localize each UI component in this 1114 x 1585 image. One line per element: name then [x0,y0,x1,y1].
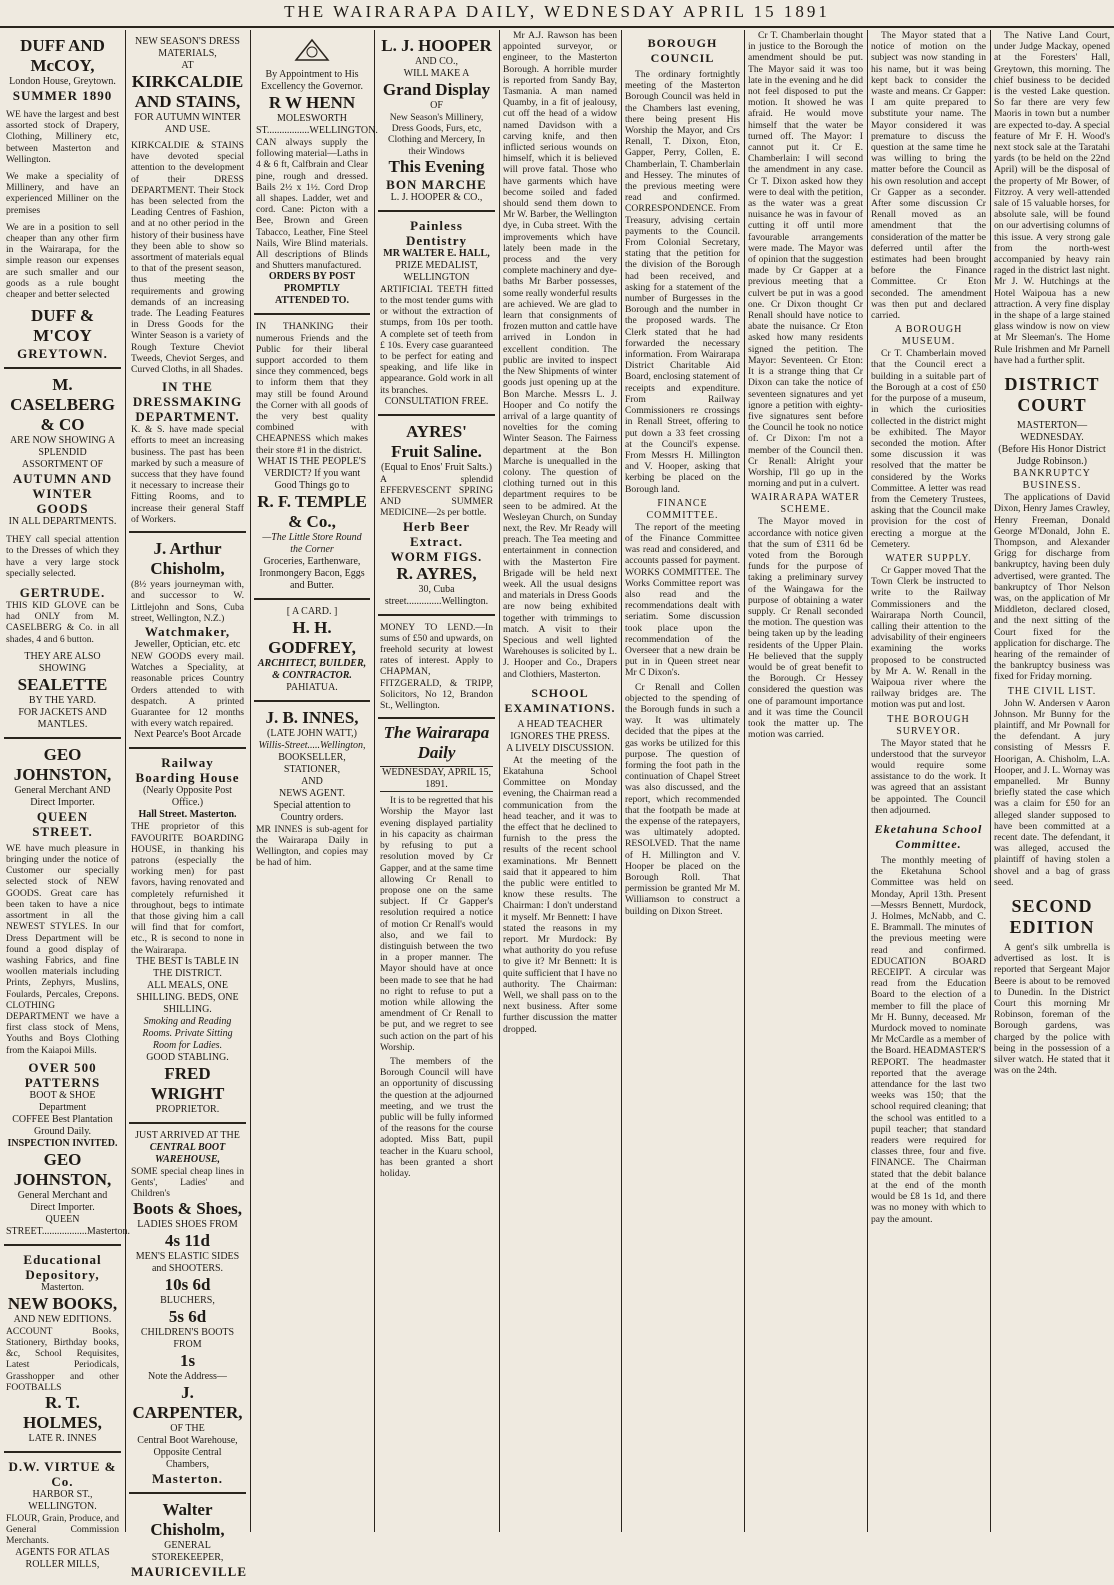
ad-role3: NEWS AGENT. [279,787,345,799]
ad-name: Walter Chisholm, [150,1500,225,1540]
price-label: MEN'S ELASTIC SIDES and SHOOTERS. [135,1251,240,1275]
column-9 [990,30,1114,1532]
ad-town: Masterton. [151,1471,223,1487]
ad-worm: WORM FIGS. [390,548,483,564]
ad-text: ARTIFICIAL TEETH fitted to the most tender gums with or without the extraction of stumps, from 10s per tooth. A complete set of teeth from £ 10s. Every case guaranteed to be perfect for eating and speaking, and life like in appearance. Gold work in all its branches. [380,283,493,396]
editorial-text: The members of the Borough Council will have an opportunity of discussing the question at the adjourned meeting, and we trust the public will be fully informed of the reasons for the course adopted. Miss Batt, pupil teacher in the Kuaru school, has been granted a short holiday. [380,1055,493,1179]
ad-evening: This Evening [388,156,485,176]
ad-sub: FOR AUTUMN WINTER AND USE. [134,112,241,135]
ad-title: AYRES' [406,421,467,441]
ad-gertrude: GERTRUDE. [19,585,106,601]
ad-sub: CENTRAL BOOT WAREHOUSE, [149,1141,226,1165]
section-heading: Eketahuna School Committee. [874,822,983,851]
crest-icon [256,36,368,69]
ad-street: HARBOR ST., WELLINGTON. [28,1488,97,1512]
ad-orders: ORDERS BY POST PROMPTLY ATTENDED TO. [268,271,356,307]
section-heading: BOROUGH COUNCIL [647,36,718,65]
ad-town: MAURICEVILLE [131,1564,248,1580]
section-sub: THE CIVIL LIST. [1007,685,1097,697]
section-sub: A BOROUGH MUSEUM. [894,324,963,348]
ad-role: BOOKSELLER, STATIONER, [278,751,346,775]
section-sub: WAIRARAPA WATER SCHEME. [751,492,860,516]
news-text: The Mayor stated that a notice of motion on the subject was now standing in his name, but it was being kept back to consider the waste and means. Cr Gapper: I am quite prepared to substitute your name. The Mayor considered it was premature to discuss the question at the same time he was willing to bring the matter before the Council as his own resolution and accept Cr Gapper as a seconder. After some discussion Cr Renall moved as an amendment that the consideration of the matter be deferred until after the estimates had been brought before the Finance Committee. Cr Eton seconded. The amendment was then put and declared carried. [871,30,986,322]
ad-special: Special attention to Country orders. [273,799,351,823]
ad-name: J. Arthur Chisholm, [150,539,225,579]
section-heading: SECOND EDITION [1009,896,1095,937]
advert-duff-mccoy [4,30,121,369]
ad-street: Willis-Street.....Wellington, [258,739,366,751]
news-text: The ordinary fortnightly meeting of the Masterton Borough Council was held in the Chambers last evening, there being present His Worship the Mayor, and Crs Renall, T. Dixon, Eton, Gapper, Perry, Collen, E. Chamberlain, T. Chamberlain and Hessey. The minutes of the previous meeting were read and confirmed. CORRESPONDENCE. From Treasury, advising certain payments to the Council. From Colonial Secretary, stating that the petition for the division of the Borough had been received, and asking for a statement of the number of Burgesses in the Borough and the number in the proposed wards. The Clerk stated that he had forwarded the necessary information. From Wairarapa District Charitable Aid Board, enclosing statement of receipts and expenditure. From Railway Commissioners re crossings in Renall Street, offering to put down a 33 feet crossing at the Council's expense. From Messrs H. Millington and V. Hooper, asking that kerbing be placed on the Borough land. [625,69,740,495]
ad-name: J. CARPENTER, [132,1383,243,1423]
ad-goods: AUTUMN AND WINTER GOODS [12,471,113,517]
price-value: 10s 6d [164,1275,211,1295]
ad-card: [ A CARD. ] [286,605,338,617]
ad-title: D.W. VIRTUE & Co. [8,1458,117,1489]
section-sub: BANKRUPTCY BUSINESS. [1013,468,1091,492]
advert-dentistry [378,212,495,416]
ad-stabling: GOOD STABLING. [146,1051,229,1063]
ad-town: GREYTOWN. [17,346,108,362]
ad-text: THIS KID GLOVE can be had ONLY from M. CASELBERG & Co. in all shades, 4 and 6 button. [6,600,119,645]
news-text: Cr T. Chamberlain thought in justice to the Borough the amendment should be put. The Mayor said it was too late in the evening and he did not feel disposed to put the motion. It showed he was afraid. He would move himself that the water be turned off. The Mayor: I cannot put it. Cr E. Chamberlain: I will second the amendment in any case. Cr T. Dixon asked how they were to deal with the petition, as the water was a great nuisance he was in favour of cutting it off until more favourable arrangements were made. The Mayor was of opinion that the suggestion made by Cr Gapper at a previous meeting that a culvert be put in was a good one. Cr Dixon thought Cr Renall should have notice to abate the nuisance. Cr Eton asked how many residents signed the petition. The Mayor: Seventeen. Cr Eton: It is a strange thing that Cr Dixon can take the notice of seventeen signatures and yet ignore a petition with eighty-five signatures sent before the Council he took no notice of. Cr Dixon: I'm not a member of the Council then. Cr Renall: Alright your Worship, I'll go up in the morning and put in a culvert. [748,30,863,490]
ad-title: NEW SEASON'S DRESS MATERIALS, [135,36,240,59]
ad-text: WE have much pleasure in bringing under the notice of Customer our specially selected stock of NEW GOODS. Great care has been taken to have a nice assortment in all the NEWEST STYLES. In our Dress Department will be found a good display of washing Fabrics, and fine woollen materials including Prints, Zephyrs, Muslins, Foulards, Percales, Crepons. CLOTHING DEPARTMENT we have a first class stock of Mens, Youths and Boys Clothing from the Kaiapoi Mills. [6,842,119,1056]
ad-subtitle: London House, Greytown. [9,76,116,87]
ad-store: BON MARCHE [386,176,487,192]
news-text: John W. Andersen v Aaron Johnson. Mr Bunny for the plaintiff, and Mr Pownall for the defendant. A jury consisting of Messrs F. Hoorigan, A. Chisholm, L.A. Hooper, and J. L. Wornay was empanelled. Mr Bunny briefly stated the case which was a claim for £50 for an alleged slander supposed to have been committed at a recent date. The defendant, it was alleged, accused the plaintiff of having stolen a shovel and a bag of grass seed. [994,697,1110,888]
ad-sealette: SEALETTE [17,674,108,694]
issue-date: WEDNESDAY, APRIL 15, 1891. [381,767,492,791]
news-text: At the meeting of the Ekatahuna School Committee on Monday evening, the Chairman read a communication from the head teacher, and it was to the effect that he declined to furnish to the press the results of the recent school examinations. Mr Bennett said that it appeared to him the public were entitled to know these results. The Chairman: I don't understand it myself. Mr Bennett: I have stated the reasons in my report. Mr Murdock: By what authority do you refuse to give it? Mr Bennett: It is quite sufficient that I have no authority. The Chairman: Well, we shall pass on to the next business. After some further discussion the matter dropped. [503,754,617,1035]
section-sub: MASTERTON—WEDNESDAY. [1016,420,1088,444]
ad-name: Fruit Saline. [391,441,482,461]
advert-virtue [4,1453,121,1577]
ad-name: R. F. TEMPLE & Co., [257,491,367,531]
ad-title: Educational Depository, [23,1251,102,1282]
price-label: CHILDREN'S BOOTS FROM [140,1327,235,1351]
ad-at: AT [181,60,194,71]
ad-name: FRED WRIGHT [150,1063,225,1103]
ad-text: SOME special cheap lines in Gents', Ladies' and Children's [131,1165,244,1200]
ad-title: GEO JOHNSTON, [13,744,112,784]
ad-boots: Boots & Shoes, [132,1199,243,1219]
news-text: Cr Renall and Collen objected to the spending of the Borough funds in such a way. It was ultimately decided that the pipes at the gas works be utilized for this purpose. The question of forming the foot path in the continuation of Chapel Street was also discussed, and the report, which recommended that the footpath be made at the expense of the ratepayers, was ultimately adopted. RESOLVED. That the name of H. Millington and V. Hooper be placed on the Borough Roll. That permission be granted Mr M. Williamson to construct a building on Dixon Street. [625,681,740,917]
ad-opp: Opposite Central Chambers, [153,1447,222,1471]
ad-meals: ALL MEALS, ONE SHILLING. BEDS, ONE SHILLING. [136,979,239,1015]
nameplate: The Wairarapa Daily [383,723,490,763]
ad-smoking: Smoking and Reading Rooms. Private Sitting Room for Ladies. [142,1015,233,1051]
ad-consult: CONSULTATION FREE. [384,395,489,407]
advert-temple [254,315,370,599]
ad-role: General Merchant AND Direct Importer. [14,784,111,808]
section-heading: DISTRICT COURT [1004,374,1100,416]
ad-late: LATE R. INNES [28,1432,97,1444]
ad-co: AND CO., [414,56,459,67]
section-sub: THE BOROUGH SURVEYOR. [887,713,970,737]
advert-innes [254,702,370,875]
advert-godfrey [254,600,370,702]
advert-kirkcaldie [129,30,246,533]
ad-extract: Herb Beer Extract. [402,518,471,549]
ad-prize: PRIZE MEDALIST, [395,259,478,271]
section-sub: WATER SUPPLY. [885,552,972,564]
news-text: Mr A.J. Rawson has been appointed surveyor, or engineer, to the Masterton Borough. A horrible murder is reported from Sandy Bay, Tasmania. A man named Quamby, in a fit of jealousy, cut off the head of a widow named Davidson with a carving knife, and then inflicted serious wounds on himself, which it is believed will prove fatal. Those who have garments which have become soiled and faded should send them down to Mr W. Barber, the Wellington dye, in Cuba street. With the improvements which have lately been made in the process and the very complete machinery and dye-baths Mr Barber possesses, some really wonderful results are achieved. We are glad to learn that consignments of frozen mutton and cattle have arrived in London in excellent condition. The public are invited to inspect the New Shipments of winter goods just opening up at the Bon Marche. Messrs L. J. Hooper and Co notify the arrival of a large quantity of novelties for the coming Winter Season. The Fairness department at the Bon Marche is unequalled in the colony. The question of clothing turned out in this department requires to be seen to be admired. At the Wesleyan Church, on Sunday next, the Rev. Mr Ready will preach. The Tea meeting and entertainment in connection with the Masterton Fire Brigade will be held next week. All the usual designs and materials in Dress Goods are now being exhibited together with trimmings to match. A visit to their Specious and well lighted Warehouses is solicited by L. J. Hooper and Co., Drapers and Clothiers, Masterton. [503,30,618,680]
ad-name: R. T. HOLMES, [23,1392,102,1432]
ad-books: NEW BOOKS, [7,1293,118,1313]
ad-of: OF THE [170,1423,205,1435]
ad-text: ACCOUNT Books, Stationery, Birthday books, &c, School Requisites, Latest Periodicals, Grasshopper and other FOOTBALLS [6,1325,119,1393]
ad-role: GENERAL STOREKEEPER, [151,1540,224,1564]
ad-footer: DUFF & M'COY [30,306,95,346]
ad-name: L. J. HOOPER [381,36,492,55]
news-text: The monthly meeting of the Eketahuna School Committee was held on Monday, April 13th. Present—Messrs Bennett, Murdock, J. Holmes, McNabb, and C. E. Brammall. The minutes of the previous meeting were read and confirmed. EDUCATION BOARD RECEIPT. A circular was read from the Education Board to the election of a member to fill the place of Mr H. Bunny, deceased. Mr Murdock moved to nominate Mr McCardle as a member of the Board. HEADMASTER'S REPORT. The headmaster reported that the average attendance for the last two weeks was 150; that the school required cleaning; that the school was entitled to a pupil teacher; that standard readers were required for classes three, four and five. FINANCE. The Chairman stated that the debit balance at the end of the month would be £8 1s 1d, and there was no money with which to pay the amount. [871,855,986,1225]
column-7 [744,30,867,1532]
column-5 [499,30,621,1532]
ad-yard: BY THE YARD. [28,694,97,706]
ad-name: H. H. GODFREY, [268,617,356,657]
advert-henn [254,30,378,315]
ad-text: WE have the largest and best assorted stock of Drapery, Clothing, Millinery etc, between Masterton and Wellington. [6,109,119,165]
ad-text: FLOUR, Grain, Produce, and General Commission Merchants. [6,1512,119,1547]
ad-for: FOR JACKETS AND MANTLES. [18,706,107,730]
editorial-text: It is to be regretted that his Worship the Mayor last evening displayed partiality in his capacity as chairman by refusing to put a resolution moved by Cr Gapper, and at the same time allowing Cr Renall to propose one on the same subject. If Cr Gapper's resolution required a notice of motion Cr Renall's would also, and we fail to distinguish between the two in a proper manner. The Mayor should have at once been made to see that he had no right to refuse to put a motion while allowing the amendment of Cr Renall to be put, and we regret to see such action on the part of his Worship. [380,795,493,1053]
ad-text: We make a speciality of Millinery, and have an experienced Milliner on the premises [6,171,119,216]
ad-title: M. CASELBERG & CO [10,375,115,435]
price-value: 4s 11d [165,1231,210,1251]
ad-role: Watchmaker, [144,623,231,639]
ad-text: IN THANKING their numerous Friends and the Public for their liberal support accorded to them since they commenced, begs to inform them that they may still be found Around the Corner with all goods of the very best quality combined with CHEAPNESS which makes their store #1 in the district. [256,321,368,456]
ad-appt: By Appointment to His Excellency the Governor. [261,69,363,92]
ad-question: WHAT IS THE PEOPLE'S VERDICT? If you want Good Things go to [257,455,367,491]
ad-text: K. & S. have made special efforts to meet an increasing business. The past has been marked by such a measure of success that they have found it necessary to increase their Fitting Rooms, and to increase their general Staff of Workers. [131,424,244,525]
ad-name2: R. AYRES, [396,563,477,583]
ad-text: THEY call special attention to the Dresses of which they have a very large stock specially selected. [6,534,119,579]
ad-role2: AND [301,775,323,787]
ad-items: New Season's Millinery, Dress Goods, Furs, etc, Clothing and Mercery, In their Windows [388,112,485,157]
ad-editions: AND NEW EDITIONS. [13,1313,112,1325]
ad-town: Masterton. [40,1281,85,1293]
ad-prop: PROPRIETOR. [155,1103,220,1115]
column-2 [125,30,250,1580]
ad-text: MR INNES is sub-agent for the Wairarapa Daily in Wellington, and copies may be had of him. [256,823,368,869]
news-text: The Mayor stated that he understood that the surveyor would require some assistance to do the work. It was agreed that an assistant be appointed. The Council then adjourned. [871,737,986,816]
column-8 [867,30,990,1532]
ad-name: MR WALTER E. HALL, [383,247,490,259]
masthead: THE WAIRARAPA DAILY, WEDNESDAY APRIL 15 1891 [0,0,1114,28]
ad-title: JUST ARRIVED AT THE [135,1129,240,1141]
column-3 [250,30,378,1532]
news-text: The report of the meeting of the Finance Committee was read and considered, and accounts passed for payment. WORKS COMMITTEE. The Works Committee report was also read and the recommendations dealt with seriatim. Some discussion took place upon the recommendation of the Overseer that a new drain be put in in Queen street near Mr C Dixon's. [625,521,740,679]
advert-geo-johnston [4,739,130,1246]
section-sub: A LIVELY DISCUSSION. [506,742,614,754]
price-label: LADIES SHOES FROM [137,1219,238,1231]
section-heading: SCHOOL EXAMINATIONS. [504,685,616,715]
ad-coffee: COFFEE Best Plantation Ground Daily. [12,1113,113,1137]
ad-town: WELLINGTON [403,271,470,283]
ad-over: OVER 500 PATTERNS [24,1059,101,1090]
ad-will: WILL MAKE A [403,68,470,79]
ad-title: Railway Boarding House [135,755,240,786]
ad-role: ARCHITECT, BUILDER, & CONTRACTOR. [257,657,367,681]
ad-sub: —The Little Store Round the Corner [262,531,362,555]
ad-name: R W HENN [268,93,356,112]
ad-text: NEW GOODS every mail. Watches a Speciality, at reasonable prices Country Orders attended to with despatch. A printed Guarantee for 12 months with every watch repaired. [131,650,244,730]
advert-arthur-chisholm [129,533,246,749]
price-value: 5s 6d [168,1307,207,1327]
ad-text: KIRKCALDIE & STAINS have devoted special attention to the development of their DRESS DEPARTMENT. Their Stock has been selected from the Leading Centres of Fashion, and at no other period in the history of their business have they been able to show so assortment of materials equal to that of the present season, thus meeting the requirements and growing demands of an increasing trade. The Leading Features in Dress Goods for the Winter Season is a variety of Rough Texture Cheviot Tweeds, Cheviot Serges, and Curved Cloths, in all Shades. [131,140,244,376]
ad-street: QUEEN STREET. [32,808,93,839]
news-text: Cr T. Chamberlain moved that the Council erect a building in a suitable part of the Borough at a cost of £50 for the purpose of a museum, in which the curiosities collected in the district might be exhibited. The Mayor seconded the motion. After some discussion it was resolved that the matter be considered by the Works Committee. A letter was read from the Cemetery Trustees, asking that the Council make provision for the cost of erecting a morgue at the Cemetery. [871,348,986,550]
ad-role2: Jeweller, Optician, etc. etc [134,638,241,650]
ad-text: A splendid EFFERVESCENT SPRING AND SUMMER MEDICINE—2s per bottle. [380,473,493,519]
news-text: Cr Gapper moved That the Town Clerk be instructed to write to the Railway Commissioners and the Wairarapa North Council, calling their attention to the advisability of their engineers examining the works proposed to be constructed by Mr A. W. Renall in the Waipoua river where the railway bridges are. The motion was put and lost. [871,564,986,711]
ad-goods: Groceries, Earthenware, Ironmongery Bacon, Eggs and Butter. [259,555,365,591]
news-text: The Native Land Court, under Judge Mackay, opened at the Foresters' Hall, Greytown, this morning. The chief business to be decided is the vested Lake question. So far there are very few Maoris in town but a number are expected to-day. A special feature of Mr F. H. Wood's next stock sale at the Taratahi yards (to be held on the 22nd April) will be the disposal of the property of Mr Bower, of Fitzroy. A very well-attended sale of 15 valuable horses, for absolute sale, will be found on our advertising columns of this issue. A very strong gale from the north-west accompanied by heavy rain raged in the district last night. Mr J. W. Hutchings at the Hotel Waipoua has a new attraction. A very fine display in the shape of a large stained glass window is now on view at Mr Sleeman's. The Home Rule Irishmen and Mr Parnell have had a further split. [994,30,1110,366]
ad-sub: (Equal to Enos' Fruit Salts.) [381,461,492,473]
price-label: BLUCHERS, [160,1295,215,1307]
ad-footer-role: General Merchant and Direct Importer. [17,1189,108,1213]
ad-showing: THEY ARE ALSO SHOWING [24,650,101,674]
ad-street: MOLESWORTH ST.................WELLINGTON. [256,113,378,136]
ad-inspect: INSPECTION INVITED. [7,1137,118,1149]
advert-railway-boarding-house [129,749,246,1123]
ad-text: CAN always supply the following material—Laths in 4 & 6 ft, Calfbrain and Clear pine, rough and dressed. Bails 2½ x 1½. Cord Drop all shapes. Ladder, wet and cord. Cane: Picton with a Bee, Brown and Green Tabacco, Leather, Fine Steel Nails, Wire Blind materials. All descriptions of Blinds and Shutters manufactured. [256,137,368,272]
ad-boot: BOOT & SHOE Department [29,1089,96,1113]
news-text: A gent's silk umbrella is advertised as lost. It is reported that Sergeant Major Beere is about to be removed to Dunedin. In the District Court this morning Mr Robinson, foreman of the Borough gardens, was charged by the police with being in the possession of a silver watch. He stated that it was on the 24th. [994,942,1110,1077]
ad-footer: L. J. HOOPER & CO., [390,191,483,203]
ad-addr: 30, Cuba street..............Wellington. [384,583,489,607]
ad-text: (8½ years journeyman with, and successor to W. Littlejohn and Sons, Cuba street, Wellington, N.Z.) [131,579,244,624]
ad-late: (LATE JOHN WATT,) [267,727,357,739]
section-sub: (Before His Honor District Judge Robinson.) [998,444,1106,468]
ad-name: J. B. INNES, [265,707,359,727]
ad-town: PAHIATUA. [286,681,338,693]
ad-addr: Next Pearce's Boot Arcade [133,729,242,741]
column-4 [374,30,499,1532]
ad-title: Painless Dentistry [406,217,467,248]
news-text: The applications of David Dixon, Henry James Crawley, Henry Freeman, Donald George M'Donald, John E. Thompson, and Alexander Grigg for discharge from bankruptcy, having been duly advertised, were granted. The bankruptcy of Thor Nelson was, on the application of Mr Middleton, declared closed, and the next sitting of the Court fixed for the application for discharge. The hearing of the remainder of the bankruptcy business was fixed for Friday morning. [994,492,1110,683]
section-sub: FINANCE COMMITTEE. [646,497,719,521]
advert-educational-depository [4,1246,121,1453]
ad-text: We are in a position to sell cheaper than any other firm in the Wairarapa, for the simple reason our expenses are such smaller and our goods as a rule bought cheaper and better selected [6,221,119,301]
column-6 [621,30,744,1532]
ad-title: DUFF AND McCOY, [20,36,105,75]
advert-walter-chisholm [129,1494,246,1585]
advert-ayres [378,416,495,616]
advert-money-to-lend [378,616,495,720]
ad-wh: Central Boot Warehouse, [137,1435,238,1447]
ad-of: OF [430,100,443,111]
ad-text: MONEY TO LEND.—In sums of £50 and upwards, on freehold security at lowest rates of interest. Apply to CHAPMAN, FITZGERALD, & TRIPP, Solicitors, No 12, Brandon St., Wellington. [380,621,493,712]
ad-dept: IN THE DRESSMAKING DEPARTMENT. [132,379,243,425]
ad-depts: IN ALL DEPARTMENTS. [8,516,117,528]
ad-table: THE BEST Is TABLE IN THE DISTRICT. [136,955,239,979]
ad-addr: Hall Street. Masterton. [138,809,237,821]
ad-display: Grand Display [382,80,491,99]
ad-season: SUMMER 1890 [12,88,113,103]
advert-hooper [378,30,495,212]
section-sub: A HEAD TEACHER IGNORES THE PRESS. [510,718,610,742]
news-text: The Mayor moved in accordance with notice given that the sum of £311 6d be voted from the Borough funds for the purpose of taking a preliminary survey of the Waingawa for the purpose of obtaining a water supply. Cr Renall seconded the motion. The question was being taken up by the leading residents of the Upper Plain. He believed that the supply would be of great benefit to the Borough. Cr Hessey considered the question was one of paramount importance and it was time the Council took the matter up. The motion was carried. [748,516,863,741]
ad-town: QUEEN STREET..................Masterton. [6,1213,130,1237]
column-1 [0,30,130,1570]
editorial [378,719,495,1186]
advert-caselberg [4,369,121,739]
advert-central-boot-warehouse [129,1124,246,1495]
ad-footer: GEO JOHNSTON, [13,1149,112,1189]
ad-name: KIRKCALDIE AND STAINS, [131,72,244,111]
price-value: 1s [179,1351,196,1371]
ad-sub: (Nearly Opposite Post Office.) [143,785,232,809]
ad-note: Note the Address— [148,1371,227,1383]
ad-subtitle: ARE NOW SHOWING A SPLENDID ASSORTMENT OF [9,435,116,471]
ad-text: THE proprietor of this FAVOURITE BOARDING HOUSE, in thanking his patrons (especially the working men) for past favors, having renovated and completely refurnished it throughout, begs to intimate that those giving him a call will find that for comfort, etc., R is second to none in the Wairarapa. [131,821,244,956]
ad-agents: AGENTS FOR ATLAS ROLLER MILLS, [15,1546,110,1570]
